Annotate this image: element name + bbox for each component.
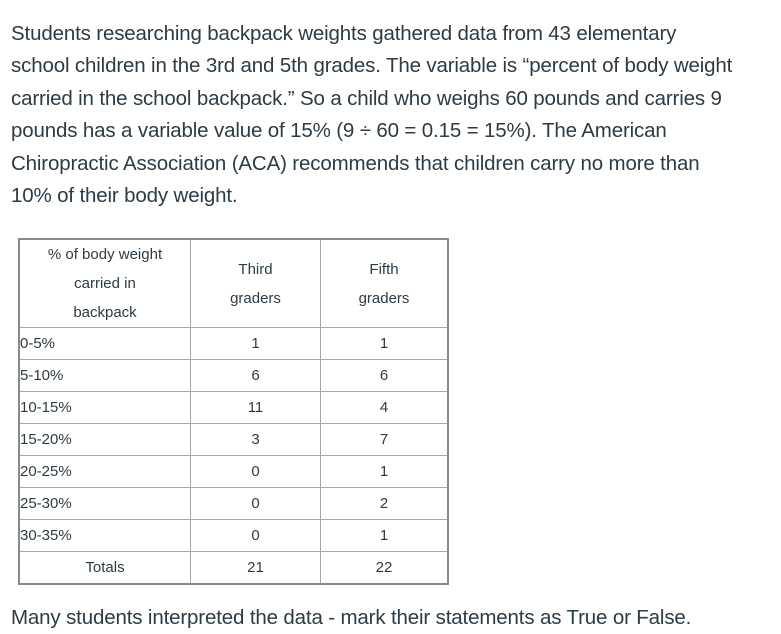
range-cell: 30-35% — [19, 520, 191, 552]
backpack-weight-table — [18, 238, 449, 585]
header-line: % of body weight — [47, 246, 163, 263]
third-count-cell: 1 — [191, 328, 321, 360]
table-row — [19, 360, 448, 392]
table-header-row — [19, 239, 448, 328]
range-cell: 5-10% — [19, 360, 191, 392]
range-cell: 15-20% — [19, 424, 191, 456]
fifth-count-cell: 1 — [321, 456, 449, 488]
header-line: backpack — [73, 304, 137, 321]
table-row — [19, 424, 448, 456]
header-line: graders — [230, 289, 281, 307]
fifth-count-cell: 7 — [321, 424, 449, 456]
table-row — [19, 456, 448, 488]
description-line: pounds has a variable value of 15% (9 ÷ 60 = 0.15 = 15%). The American — [11, 119, 667, 143]
totals-label: Totals — [19, 552, 191, 585]
header-line: carried in — [74, 275, 136, 292]
fifth-count-cell: 4 — [321, 392, 449, 424]
description-line: school children in the 3rd and 5th grades. The variable is “percent of body weight — [11, 54, 733, 78]
fifth-count-cell: 2 — [321, 488, 449, 520]
description-line: Chiropractic Association (ACA) recommends that children carry no more than — [11, 151, 700, 175]
header-line: Fifth — [369, 260, 399, 278]
range-cell: 25-30% — [19, 488, 191, 520]
table-row — [19, 488, 448, 520]
table-row — [19, 392, 448, 424]
third-count-cell: 0 — [191, 520, 321, 552]
instruction-text: Many students interpreted the data - mark their statements as True or False. — [11, 606, 692, 629]
table-row — [19, 328, 448, 360]
range-cell: 0-5% — [19, 328, 191, 360]
totals-row — [19, 552, 448, 585]
third-count-cell: 6 — [191, 360, 321, 392]
problem-description — [11, 18, 781, 212]
fifth-total-cell: 22 — [321, 552, 449, 585]
range-cell: 20-25% — [19, 456, 191, 488]
description-line: Students researching backpack weights gathered data from 43 elementary — [11, 22, 677, 45]
third-count-cell: 11 — [191, 392, 321, 424]
third-total-cell: 21 — [191, 552, 321, 585]
description-line: carried in the school backpack.” So a child who weighs 60 pounds and carries 9 — [11, 86, 722, 110]
fifth-count-cell: 6 — [321, 360, 449, 392]
header-percent-body-weight — [19, 239, 191, 328]
fifth-count-cell: 1 — [321, 520, 449, 552]
third-count-cell: 3 — [191, 424, 321, 456]
third-count-cell: 0 — [191, 456, 321, 488]
header-third-graders — [191, 239, 321, 328]
fifth-count-cell: 1 — [321, 328, 449, 360]
header-line: Third — [238, 260, 273, 278]
description-line: 10% of their body weight. — [11, 184, 238, 208]
third-count-cell: 0 — [191, 488, 321, 520]
header-fifth-graders — [321, 239, 449, 328]
range-cell: 10-15% — [19, 392, 191, 424]
table-row — [19, 520, 448, 552]
header-line: graders — [358, 289, 410, 307]
